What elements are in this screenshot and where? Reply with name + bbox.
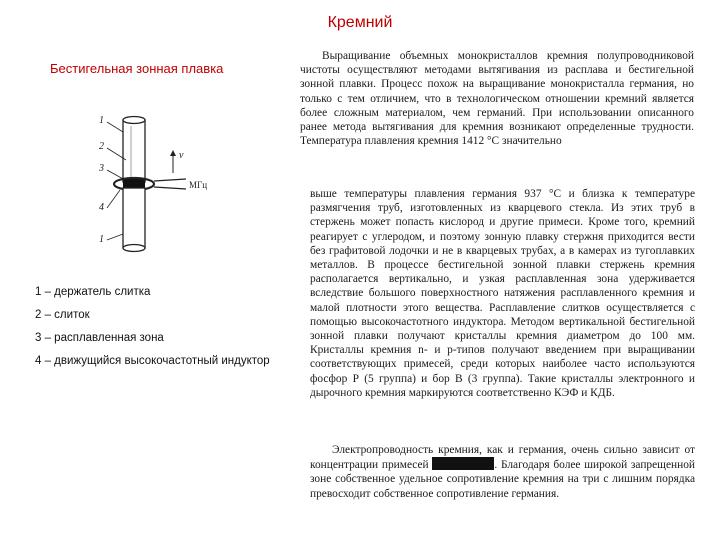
- legend-item: 2 – слиток: [35, 309, 90, 321]
- text-before-redaction: Электропроводность кремния, как и германия, очень сильно зависит от концентрации примесей: [310, 444, 695, 472]
- diagram-svg: [90, 108, 240, 268]
- legend-item: 4 – движущийся высокочастотный индуктор: [35, 355, 270, 367]
- paragraph: Выращивание объемных монокристаллов кремния полупроводниковой чистоты осуществляют методами вытягивания из расплава и бестигельной зонной плавки. Процесс похож на выращивание монокристалла германия, но только с тем отличием, что в технологическом отношении кремний является более сложным материалом, чем германий. При использовании описанного ранее метода вытягивания для кремния возникают определенные трудности. Температура плавления кремния 1412 °С значительно: [300, 50, 694, 148]
- inductor-leads: [154, 179, 186, 189]
- label-4: 4: [99, 202, 104, 213]
- redacted-formula: [432, 457, 494, 470]
- label-3: 3: [99, 163, 104, 174]
- rod-top-cap: [123, 117, 145, 124]
- leader-1-bottom: [107, 234, 123, 240]
- rod-upper: [123, 120, 145, 182]
- leader-4: [107, 190, 120, 208]
- legend-item: 3 – расплавленная зона: [35, 332, 164, 344]
- slide-title: Кремний: [327, 14, 393, 31]
- label-1-bottom: 1: [99, 234, 104, 245]
- leader-3: [107, 170, 125, 180]
- paragraph: [310, 443, 695, 501]
- rod-bottom-cap: [123, 245, 145, 252]
- label-1-top: 1: [99, 115, 104, 126]
- figure-legend: [35, 286, 280, 378]
- label-2: 2: [99, 141, 104, 152]
- legend-item: 1 – держатель слитка: [35, 286, 151, 298]
- scanned-text-block-2: [310, 187, 695, 400]
- zone-melting-diagram: [90, 108, 240, 273]
- velocity-arrowhead: [170, 150, 176, 156]
- leader-1-top: [107, 122, 123, 132]
- scanned-text-block-1: [300, 49, 694, 148]
- label-v: v: [179, 150, 184, 161]
- rod-lower: [123, 188, 145, 248]
- paragraph: выше температуры плавления германия 937 °С и близка к температуре размягчения труб, изготовленных из кварцевого стекла. Из этих труб в стержень может попасть кислород и другие примеси. Кроме того, кремний реагирует с углеродом, и поэтому зонную плавку стержня приходится вести без графитовой лодочки и не в кварцевых трубах, а в камерах из тугоплавких металлов. В процессе бестигельной зонной плавки стержень кремния располагается вертикально, и узкая расплавленная зона удерживается вследствие большого поверхностного натяжения расплавленного кремния и малой плотности этого вещества. Расплавление слитков осуществляется с помощью высокочастотного индуктора. Методом вертикальной бестигельной зонной плавки получают кристаллы кремния диаметром до 100 мм. Кристаллы кремния n- и p-типов получают введением при выращивании соответствующих примесей, среди которых наиболее часто используются фосфор Р (5 группа) и бор В (3 группа). Такие кристаллы электронного и дырочного кремния маркируются соответственно КЭФ и КДБ.: [310, 188, 695, 399]
- scanned-text-block-3: [310, 443, 695, 501]
- text-after-redaction: . Благодаря более широкой запрещенной зоне собственное удельное сопротивление кремния на три с лишним порядка превосходит собственное сопротивление германия.: [310, 459, 695, 500]
- label-mhz: МГц: [189, 180, 208, 190]
- section-title: Бестигельная зонная плавка: [50, 61, 224, 76]
